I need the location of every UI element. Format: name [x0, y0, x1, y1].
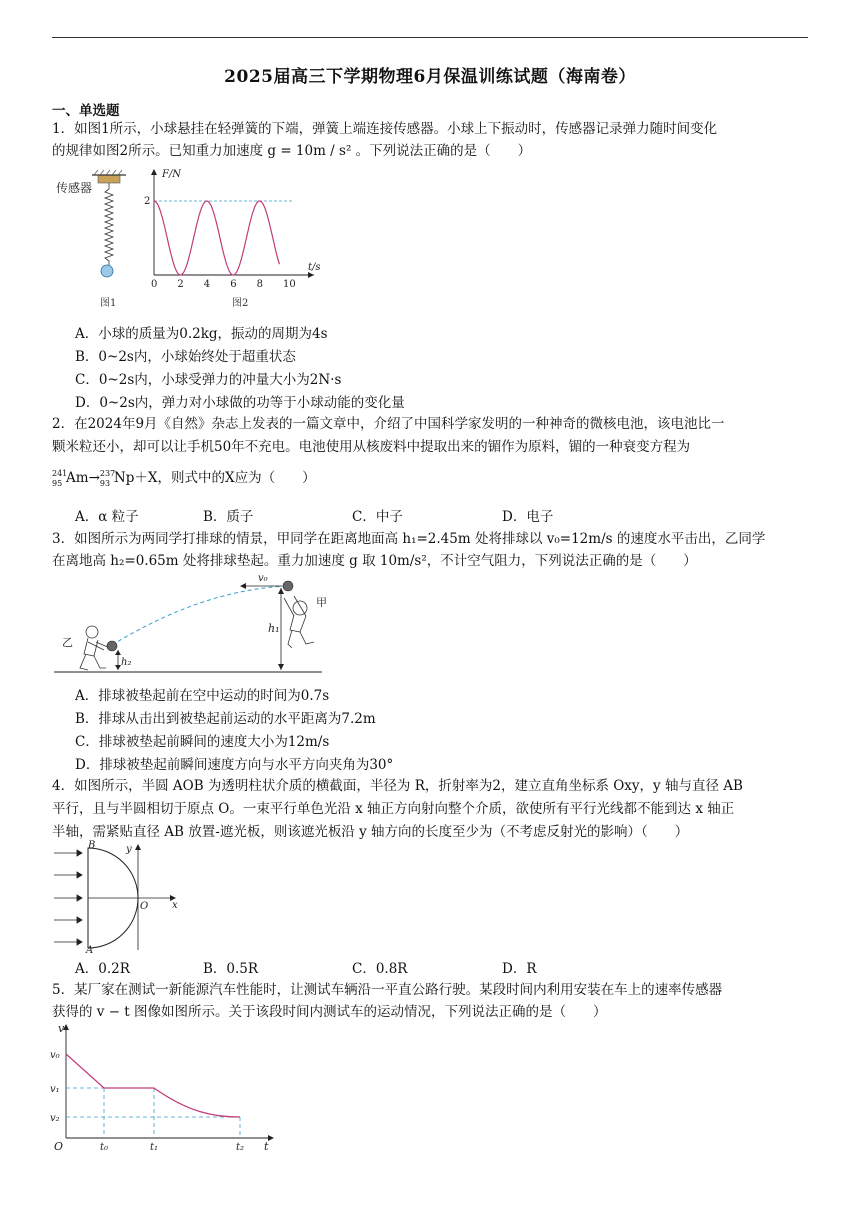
point-b-label: B — [88, 840, 96, 851]
t0-tick-label: t₀ — [100, 1142, 109, 1153]
q1-fig1-caption: 图1 — [100, 298, 117, 309]
q1-stem-line1: 1．如图1所示，小球悬挂在轻弹簧的下端，弹簧上端连接传感器。小球上下振动时，传感器记录弹力随时间变化 — [52, 121, 718, 137]
q3-figure — [52, 570, 327, 676]
section-heading: 一、单选题 — [52, 103, 120, 119]
v1-tick-label: v₁ — [50, 1084, 60, 1095]
incident-rays — [54, 850, 82, 945]
ball — [101, 265, 113, 277]
q4-option-d: D．R — [502, 961, 537, 977]
t1-tick-label: t₁ — [150, 1142, 159, 1153]
ball-bottom — [107, 641, 117, 651]
q2-option-d: D．电子 — [502, 509, 554, 525]
q5-stem-line1: 5．某厂家在测试一新能源汽车性能时，让测试车辆沿一平直公路行驶。某段时间内利用安装在车上的速率传感器 — [52, 982, 723, 998]
point-a-label: A — [86, 945, 94, 956]
q2-equation — [52, 467, 808, 489]
v2-tick-label: v₂ — [50, 1113, 60, 1124]
q1-x-label: t/s — [308, 262, 321, 273]
q1-y-arrow — [151, 169, 157, 175]
q3-option-c: C．排球被垫起前瞬间的速度大小为12m/s — [75, 734, 330, 750]
origin-o-label: O — [140, 901, 149, 912]
q3-option-d: D．排球被垫起前瞬间速度方向与水平方向夹角为30° — [75, 757, 394, 773]
q3-stem-line1: 3．如图所示为两同学打排球的情景，甲同学在距离地面高 h₁=2.45m 处将排球以 v₀=12m/s 的速度水平击出，乙同学 — [52, 531, 766, 547]
q1-option-d: D．0~2s内，弹力对小球做的功等于小球动能的变化量 — [75, 395, 405, 411]
q4-stem-line2: 平行，且与半圆相切于原点 O。一束平行单色光沿 x 轴正方向射向整个介质，欲使所有平行光线都不能到达 x 轴正 — [52, 801, 735, 817]
q1-x-tick-6: 6 — [230, 279, 237, 290]
q2-option-c: C．中子 — [352, 509, 403, 525]
ball-top — [283, 581, 293, 591]
q1-option-b: B．0~2s内，小球始终处于超重状态 — [75, 349, 296, 365]
q4-option-a: A．0.2R — [75, 961, 130, 977]
q4-option-b: B．0.5R — [203, 961, 259, 977]
q2-option-a: A．α 粒子 — [75, 509, 139, 525]
q2-stem-line1: 2．在2024年9月《自然》杂志上发表的一篇文章中，介绍了中国科学家发明的一种神奇的微核电池，该电池比一 — [52, 416, 725, 432]
q4-y-label: y — [126, 844, 132, 855]
q1-x-tick-10: 10 — [283, 279, 296, 290]
q4-stem-line3: 半轴，需紧贴直径 AB 放置-遮光板，则该遮光板沿 y 轴方向的长度至少为（不考虑反射光的影响）（ ） — [52, 824, 689, 840]
q5-stem-line2: 获得的 v − t 图像如图所示。关于该段时间内测试车的运动情况，下列说法正确的是（ ） — [52, 1004, 607, 1020]
q1-force-curve — [154, 201, 279, 275]
ball-trajectory — [112, 586, 287, 645]
q1-fig2-caption: 图2 — [232, 298, 249, 309]
spring — [105, 189, 113, 265]
yi-label: 乙 — [62, 636, 73, 649]
jia-label: 甲 — [316, 596, 327, 609]
q4-x-label: x — [172, 900, 178, 911]
q2-equation-tail: ，则式中的X应为（ ） — [157, 470, 316, 486]
am-nucleon-numbers: 241 95 — [52, 468, 68, 488]
q4-stem-line1: 4．如图所示，半圆 AOB 为透明柱状介质的横截面，半径为 R，折射率为2，建立直角坐标系 Oxy，y 轴与直径 AB — [52, 778, 743, 794]
q1-x-tick-0: 0 — [151, 279, 158, 290]
q1-option-a: A．小球的质量为0.2kg，振动的周期为4s — [75, 326, 328, 342]
v0-label: v₀ — [258, 573, 268, 584]
sensor-box — [98, 175, 120, 183]
q1-y-label: F/N — [162, 169, 182, 180]
q5-v-label: v — [58, 1022, 65, 1035]
q3-stem-line2: 在离地高 h₂=0.65m 处将排球垫起。重力加速度 g 取 10m/s²，不计空气阻力，下列说法正确的是（ ） — [52, 553, 697, 569]
ceiling-hatch — [94, 170, 122, 175]
q1-x-tick-8: 8 — [256, 279, 263, 290]
decay-arrow: → — [88, 470, 100, 486]
am-symbol: Am — [66, 470, 89, 486]
q3-option-b: B．排球从击出到被垫起前运动的水平距离为7.2m — [75, 711, 376, 727]
q3-option-a: A．排球被垫起前在空中运动的时间为0.7s — [75, 688, 330, 704]
h1-label: h₁ — [268, 622, 280, 635]
q4-option-c: C．0.8R — [352, 961, 408, 977]
q1-option-c: C．0~2s内，小球受弹力的冲量大小为2N·s — [75, 372, 342, 388]
q1-figure — [52, 165, 321, 315]
q2-stem-line2: 颗米粒还小，却可以让手机50年不充电。电池使用从核废料中提取出来的镅作为原料，镅的一种衰变方程为 — [52, 439, 691, 455]
q5-origin-label: O — [54, 1140, 64, 1153]
q1-stem-line2: 的规律如图2所示。已知重力加速度 g = 10m / s² 。下列说法正确的是（ ） — [52, 143, 532, 159]
top-rule — [52, 37, 808, 38]
student-jia — [284, 596, 314, 648]
q5-t-label: t — [264, 1140, 269, 1153]
v0-tick-label: v₀ — [50, 1050, 60, 1061]
h2-label: h₂ — [121, 657, 132, 668]
q1-x-tick-4: 4 — [203, 279, 211, 290]
page-title: 2025届高三下学期物理6月保温训练试题（海南卷） — [224, 67, 636, 87]
student-yi — [80, 626, 110, 670]
q1-y-tick-2: 2 — [144, 196, 151, 207]
q5-figure — [48, 1022, 280, 1152]
q5-vt-curve — [66, 1054, 240, 1117]
q1-x-tick-2: 2 — [177, 279, 184, 290]
q4-figure — [52, 842, 187, 954]
q1-x-ticks — [151, 279, 296, 290]
np-nucleon-numbers: 237 93 — [99, 468, 116, 488]
q5-guide-lines — [66, 1088, 240, 1138]
q1-sensor-label: 传感器 — [56, 181, 93, 195]
q2-option-b: B．质子 — [203, 509, 254, 525]
np-symbol: Np＋X — [113, 470, 158, 486]
t2-tick-label: t₂ — [236, 1142, 245, 1153]
